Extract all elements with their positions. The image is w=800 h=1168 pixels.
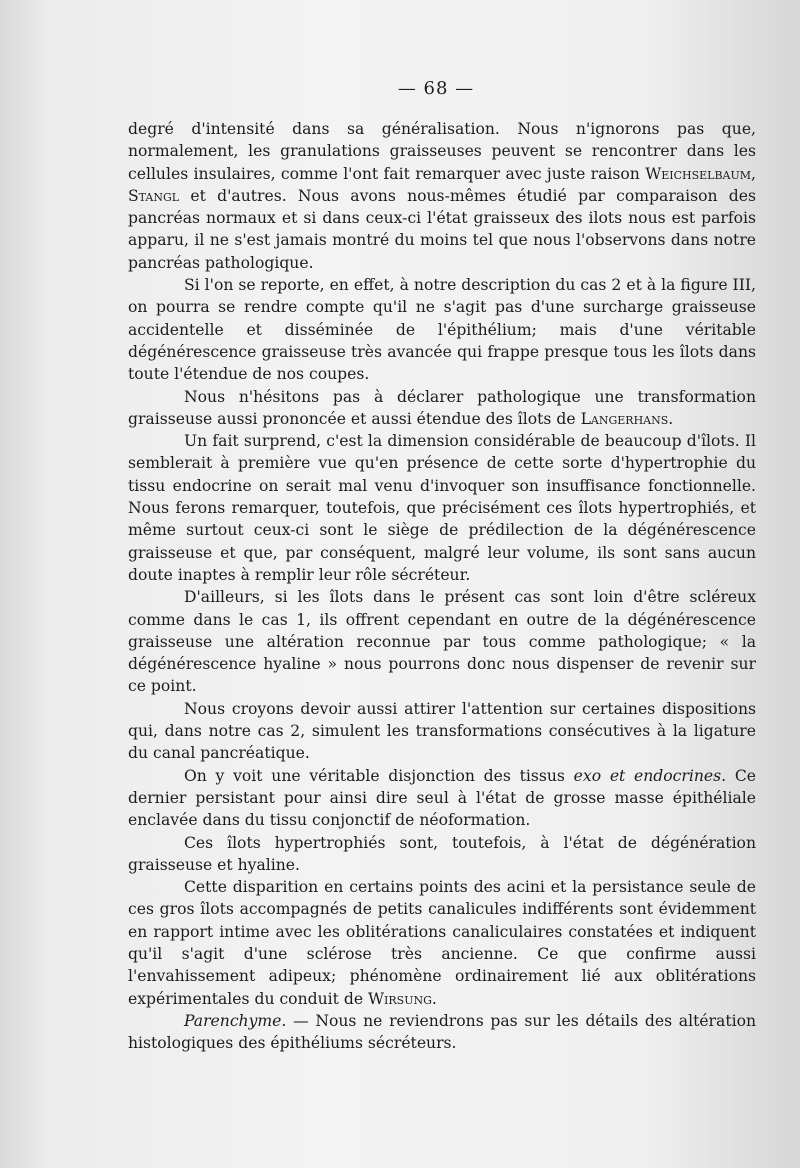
- text-run: .: [431, 989, 437, 1008]
- paragraph: [128, 274, 756, 385]
- paragraph: [128, 118, 756, 274]
- paragraph: [128, 586, 756, 697]
- proper-name: Wirsung: [368, 989, 432, 1008]
- italic-text: Parenchyme.: [184, 1011, 287, 1030]
- page-number: — 68 —: [397, 78, 475, 99]
- proper-name: Langerhans: [580, 409, 669, 428]
- paragraph: [128, 1010, 756, 1055]
- paragraph: [128, 430, 756, 586]
- paragraph: [128, 876, 756, 1010]
- text-run: Un fait surprend, c'est la dimension considérable de beaucoup d'îlots. Il semblerait à première vue qu'en présence de cette sorte d'hypertrophie du tissu endocrine on serait mal venu d'invoquer son insuffisance fonctionnelle. Nous ferons remarquer, toutefois, que précisément ces îlots hypertrophiés, et même surtout ceux-ci sont le siège de prédilection de la dégénérescence graisseuse et que, par conséquent, malgré leur volume, ils sont sans aucun doute inaptes à remplir leur rôle sécréteur.: [128, 432, 756, 584]
- text-run: .: [668, 409, 674, 428]
- text-run: Nous croyons devoir aussi attirer l'attention sur certaines dispositions qui, dans notre cas 2, simulent les transformations consécutives à la ligature du canal pancréatique.: [128, 699, 756, 763]
- text-run: Ces îlots hypertrophiés sont, toutefois, à l'état de dégénération graisseuse et hyaline.: [128, 833, 756, 874]
- text-run: D'ailleurs, si les îlots dans le présent cas sont loin d'être scléreux comme dans le cas 1, ils offrent cependant en outre de la dégénérescence graisseuse une altération reconnue par tous comme pathologique; « la dégénérescence hyaline » nous pourrons donc nous dispenser de revenir sur ce point.: [128, 588, 756, 696]
- text-run: Si l'on se reporte, en effet, à notre description du cas 2 et à la figure III, on pourra se rendre compte qu'il ne s'agit pas d'une surcharge graisseuse accidentelle et disséminée de l'épithélium; mais d'une véritable dégénérescence graisseuse très avancée qui frappe presque tous les îlots dans toute l'étendue de nos coupes.: [128, 276, 756, 384]
- paragraph: [128, 832, 756, 877]
- text-run: — Nous ne reviendrons pas sur les détails des altération histologiques des épithéliums sécréteurs.: [128, 1011, 756, 1053]
- text-run: degré d'intensité dans sa généralisation. Nous n'ignorons pas que, normalement, les granulations graisseuses peuvent se rencontrer dans les cellules insulaires, comme l'ont fait remarquer avec juste raison: [128, 120, 756, 183]
- text-run: Nous n'hésitons pas à déclarer pathologique une transformation graisseuse aussi prononcée et aussi étendue des îlots de: [128, 387, 756, 428]
- paragraph: [128, 386, 756, 431]
- text-run: . Ce dernier persistant pour ainsi dire seul à l'état de grosse masse épithéliale enclavée dans du tissu conjonctif de néoformation.: [128, 766, 756, 830]
- body-text: [128, 118, 756, 1054]
- text-run: ,: [751, 164, 756, 183]
- text-run: Cette disparition en certains points des acini et la persistance seule de ces gros îlots accompagnés de petits canalicules indifférents sont évidemment en rapport intime avec les oblitérations canaliculaires constatées et indiquent qu'il s'agit d'une sclérose très ancienne. Ce que confirme aussi l'envahissement adipeux; phénomène ordinairement lié aux oblitérations expérimentales du conduit de: [128, 878, 756, 1008]
- proper-name: Stangl: [128, 186, 180, 205]
- text-run: et d'autres. Nous avons nous-mêmes étudié par comparaison des pancréas normaux et si dans ceux-ci l'état graisseux des ilots nous est parfois apparu, il ne s'est jamais montré du moins tel que nous l'observons dans notre pancréas pathologique.: [128, 186, 756, 272]
- text-run: On y voit une véritable disjonction des tissus: [184, 766, 574, 785]
- paragraph: [128, 698, 756, 765]
- proper-name: Weichselbaum: [645, 164, 752, 183]
- italic-text: exo et endocrines: [573, 766, 722, 785]
- paragraph: [128, 765, 756, 832]
